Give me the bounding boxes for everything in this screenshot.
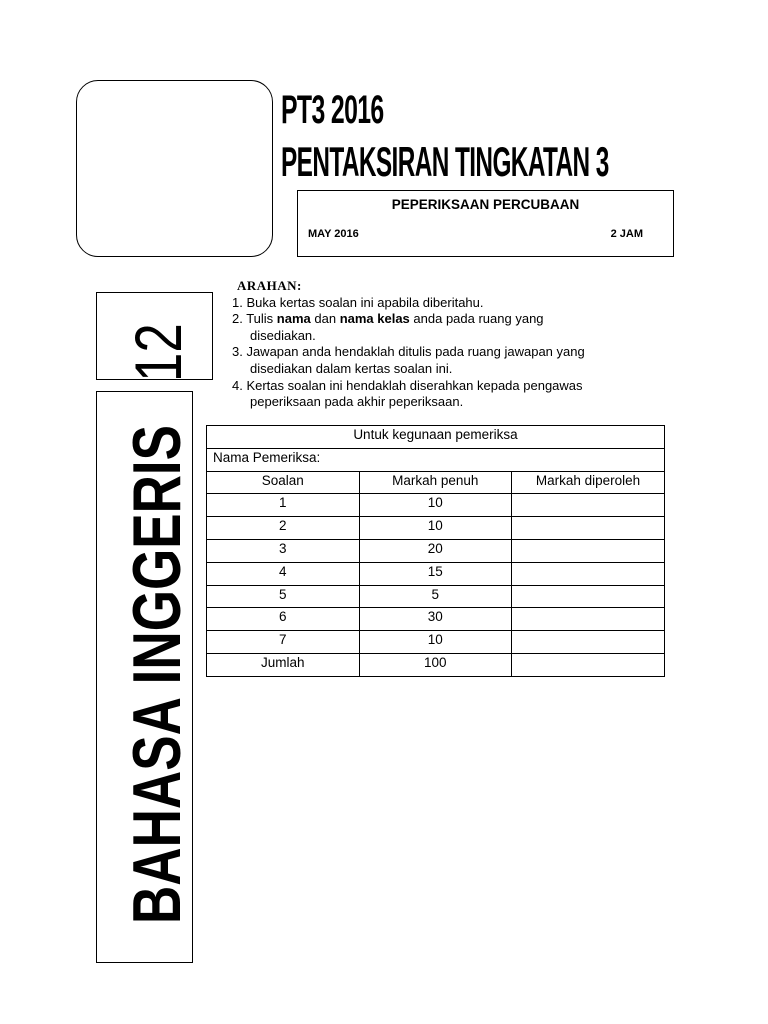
full-marks: 30 xyxy=(359,608,512,631)
full-marks: 5 xyxy=(359,585,512,608)
exam-duration: 2 JAM xyxy=(610,228,643,240)
question-number: 4 xyxy=(207,562,360,585)
table-row xyxy=(207,562,665,585)
full-marks: 10 xyxy=(359,631,512,654)
marks-obtained xyxy=(512,562,665,585)
instruction-item-3-cont: disediakan dalam kertas soalan ini. xyxy=(250,360,453,376)
instruction-item-2-bold-class: nama kelas xyxy=(339,311,410,327)
full-marks: 10 xyxy=(359,494,512,517)
instruction-item-1: 1. Buka kertas soalan ini apabila diberitahu. xyxy=(232,294,484,310)
table-row xyxy=(207,608,665,631)
total-full-marks: 100 xyxy=(359,653,512,676)
full-marks: 20 xyxy=(359,539,512,562)
question-number: 6 xyxy=(207,608,360,631)
exam-date: MAY 2016 xyxy=(308,228,359,240)
instruction-item-4: 4. Kertas soalan ini hendaklah diserahkan kepada pengawas xyxy=(232,377,583,393)
exam-name: PEPERIKSAAN PERCUBAAN xyxy=(391,197,580,212)
table-row xyxy=(207,494,665,517)
logo-placeholder-box xyxy=(76,80,273,257)
question-number: 2 xyxy=(207,517,360,540)
marks-obtained xyxy=(512,517,665,540)
table-caption-row xyxy=(207,426,665,449)
table-caption: Untuk kegunaan pemeriksa xyxy=(207,426,665,449)
instructions xyxy=(232,278,672,411)
paper-number: 12 xyxy=(121,323,195,382)
question-number: 1 xyxy=(207,494,360,517)
exam-info-box xyxy=(297,190,674,257)
header-full-marks: Markah penuh xyxy=(359,471,512,494)
examiner-name-row xyxy=(207,448,665,471)
total-label: Jumlah xyxy=(207,653,360,676)
full-marks: 10 xyxy=(359,517,512,540)
question-number: 7 xyxy=(207,631,360,654)
instruction-item-3: 3. Jawapan anda hendaklah ditulis pada ruang jawapan yang xyxy=(232,344,585,360)
header-marks-obtained: Markah diperoleh xyxy=(512,471,665,494)
marks-obtained xyxy=(512,539,665,562)
page-title-year: PT3 2016 xyxy=(281,88,384,132)
marks-obtained xyxy=(512,494,665,517)
examiner-table xyxy=(206,425,665,677)
question-number: 5 xyxy=(207,585,360,608)
subject-name: BAHASA INGGERIS xyxy=(119,424,195,924)
table-row xyxy=(207,517,665,540)
marks-obtained xyxy=(512,608,665,631)
table-row xyxy=(207,539,665,562)
examiner-name-label: Nama Pemeriksa: xyxy=(207,448,665,471)
total-marks-obtained xyxy=(512,653,665,676)
marks-obtained xyxy=(512,585,665,608)
marks-obtained xyxy=(512,631,665,654)
question-number: 3 xyxy=(207,539,360,562)
table-total-row xyxy=(207,653,665,676)
instruction-item-2-cont: disediakan. xyxy=(250,327,316,343)
instruction-item-2-part-b: dan xyxy=(310,311,340,327)
table-header-row xyxy=(207,471,665,494)
instruction-item-2 xyxy=(232,311,672,328)
instruction-item-2-part-a: 2. Tulis xyxy=(232,311,277,327)
instruction-item-4-cont: peperiksaan pada akhir peperiksaan. xyxy=(250,394,464,410)
table-row xyxy=(207,631,665,654)
header-question: Soalan xyxy=(207,471,360,494)
table-row xyxy=(207,585,665,608)
full-marks: 15 xyxy=(359,562,512,585)
instruction-item-2-part-c: anda pada ruang yang xyxy=(409,311,544,327)
page-title-assessment: PENTAKSIRAN TINGKATAN 3 xyxy=(281,138,609,185)
instructions-heading: ARAHAN: xyxy=(237,278,302,293)
instruction-item-2-bold-name: nama xyxy=(276,311,311,327)
